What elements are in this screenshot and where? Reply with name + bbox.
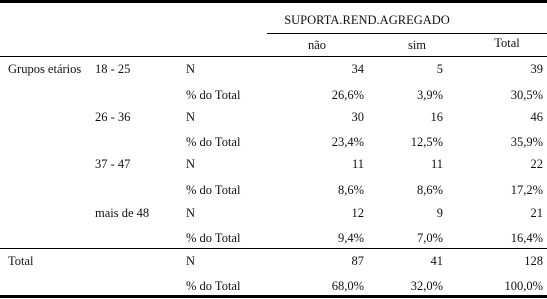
cell-total: 39: [530, 62, 543, 76]
cell-sim: 16: [430, 110, 443, 124]
cell-nao: 11: [351, 157, 364, 171]
cell-nao: 34: [351, 62, 364, 76]
cell-nao: 26,6%: [331, 88, 364, 102]
group-label: 18 - 25: [95, 62, 131, 76]
stat-label: % do Total: [186, 279, 241, 293]
cell-sim: 5: [436, 62, 443, 76]
group-label: mais de 48: [95, 206, 150, 220]
bottom-rule: [0, 295, 547, 298]
column-header-nao: não: [307, 38, 327, 52]
cell-nao: 8,6%: [337, 183, 364, 197]
cell-total: 22: [530, 157, 543, 171]
cell-total: 30,5%: [510, 88, 543, 102]
cell-sim: 9: [436, 206, 443, 220]
stat-label: % do Total: [186, 135, 241, 149]
cell-nao: 87: [351, 254, 364, 268]
total-separator-rule: [0, 248, 547, 249]
cell-total: 17,2%: [510, 183, 543, 197]
stat-label: N: [186, 254, 196, 268]
cell-nao: 12: [351, 206, 364, 220]
stat-label: N: [186, 157, 196, 171]
stat-label: % do Total: [186, 88, 241, 102]
header-bottom-rule: [0, 56, 547, 57]
cell-sim: 12,5%: [410, 135, 443, 149]
column-header-total: Total: [494, 36, 520, 50]
stat-label: % do Total: [186, 231, 241, 245]
cell-sim: 8,6%: [416, 183, 443, 197]
stat-label: N: [186, 62, 196, 76]
cell-nao: 68,0%: [331, 279, 364, 293]
group-label: 37 - 47: [95, 157, 131, 171]
cell-total: 128: [524, 254, 543, 268]
cell-total: 100,0%: [504, 279, 543, 293]
stat-label: % do Total: [186, 183, 241, 197]
column-variable-header: SUPORTA.REND.AGREGADO: [284, 13, 450, 27]
row-variable-label: Grupos etários: [8, 62, 82, 76]
cell-sim: 41: [430, 254, 443, 268]
cell-sim: 11: [430, 157, 443, 171]
column-header-sim: sim: [407, 38, 427, 52]
top-rule: [0, 0, 547, 3]
cell-total: 46: [530, 110, 543, 124]
cell-sim: 3,9%: [416, 88, 443, 102]
stat-label: N: [186, 110, 196, 124]
header-inner-rule: [267, 33, 547, 34]
cell-nao: 30: [351, 110, 364, 124]
cell-total: 21: [530, 206, 543, 220]
cell-sim: 32,0%: [410, 279, 443, 293]
cell-sim: 7,0%: [416, 231, 443, 245]
total-row-label: Total: [8, 254, 34, 268]
cell-total: 16,4%: [510, 231, 543, 245]
cell-total: 35,9%: [510, 135, 543, 149]
stat-label: N: [186, 206, 196, 220]
cell-nao: 23,4%: [331, 135, 364, 149]
group-label: 26 - 36: [95, 110, 131, 124]
cell-nao: 9,4%: [337, 231, 364, 245]
